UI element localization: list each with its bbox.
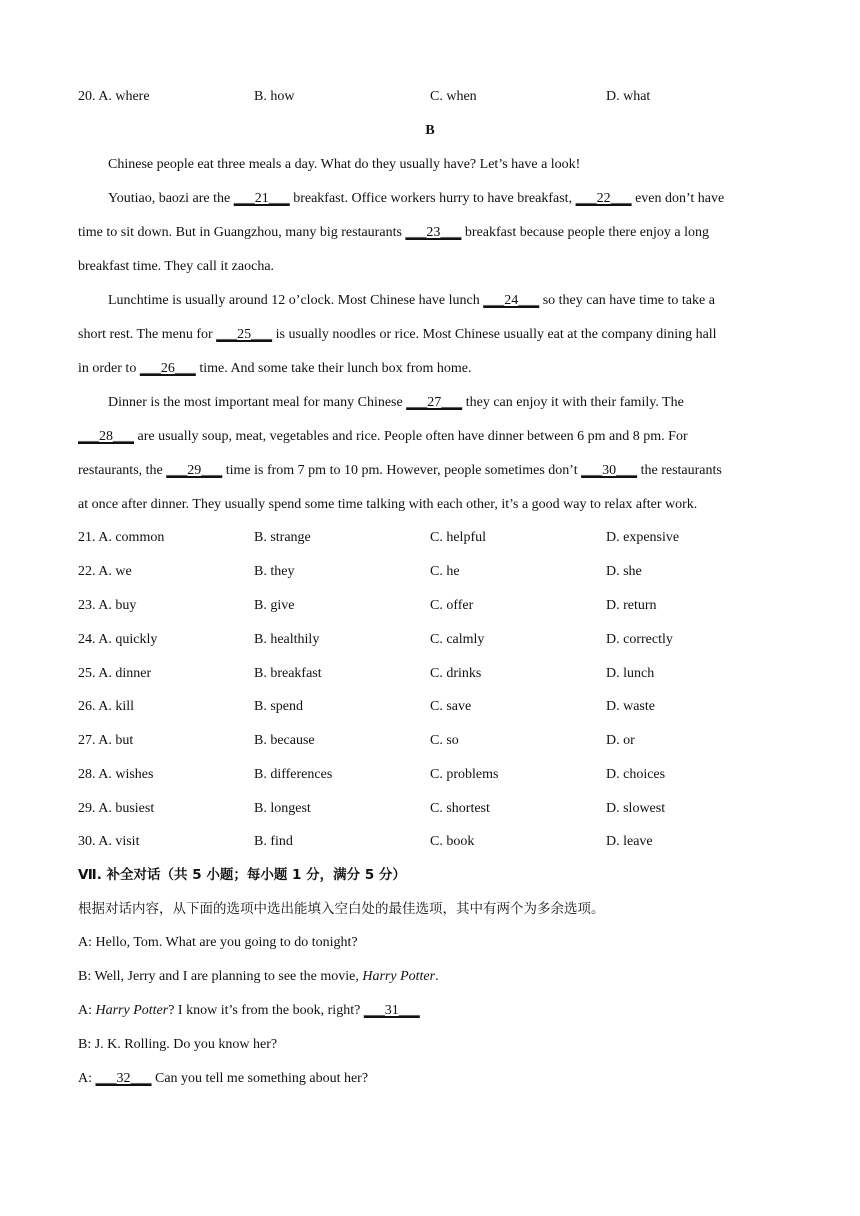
blank-22: ___22___ [575, 191, 632, 206]
passage-text: is usually noodles or rice. Most Chinese usually eat at the company dining hall [272, 327, 717, 342]
passage-text: they can enjoy it with their family. The [462, 395, 684, 410]
option-a: 24. A. quickly [78, 632, 158, 647]
passage-text: even don’t have [631, 191, 725, 206]
passage-paragraph-4-line-4: at once after dinner. They usually spend some time talking with each other, it’s a good way to relax after work. [78, 497, 698, 512]
option-a: 27. A. but [78, 733, 134, 748]
option-a: 20. A. where [78, 89, 150, 104]
passage-text: Lunchtime is usually around 12 o’clock. Most Chinese have lunch [108, 293, 484, 308]
option-b: B. breakfast [254, 666, 322, 681]
option-b: B. healthily [254, 632, 320, 647]
option-row-22 [78, 563, 778, 581]
option-c: C. book [430, 834, 475, 849]
option-row-26 [78, 698, 778, 716]
dialogue-text: A: [78, 1003, 96, 1018]
blank-23: ___23___ [405, 225, 462, 240]
option-row-23 [78, 597, 778, 615]
passage-text: Dinner is the most important meal for many Chinese [108, 395, 407, 410]
option-d: D. leave [606, 834, 653, 849]
passage-paragraph-3-line-1 [108, 292, 778, 310]
blank-32: ___32___ [95, 1071, 152, 1086]
dialogue-text: . [435, 969, 439, 984]
passage-text: are usually soup, meat, vegetables and rice. People often have dinner between 6 pm and 8 pm. For [134, 429, 688, 444]
option-a: 23. A. buy [78, 598, 137, 613]
option-row-30 [78, 833, 778, 851]
dialogue-line-1: A: Hello, Tom. What are you going to do tonight? [78, 935, 358, 950]
option-b: B. how [254, 89, 295, 104]
blank-28: ___28___ [78, 429, 134, 444]
dialogue-line-5 [78, 1070, 778, 1088]
blank-21: ___21___ [233, 191, 290, 206]
section-7-title: Ⅶ. 补全对话（共 5 小题；每小题 1 分，满分 5 分） [78, 867, 406, 883]
option-row-24 [78, 631, 778, 649]
option-d: D. waste [606, 699, 655, 714]
passage-text: breakfast. Office workers hurry to have breakfast, [289, 191, 576, 206]
option-a: 25. A. dinner [78, 666, 152, 681]
option-b: B. spend [254, 699, 303, 714]
section-b-heading: B [425, 123, 435, 138]
blank-31: ___31___ [363, 1003, 420, 1018]
passage-paragraph-3-line-3 [78, 360, 778, 378]
dialogue-line-3 [78, 1002, 778, 1020]
option-c: C. calmly [430, 632, 485, 647]
option-b: B. find [254, 834, 293, 849]
passage-paragraph-4-line-1 [108, 394, 778, 412]
passage-text: restaurants, the [78, 463, 167, 478]
passage-text: in order to [78, 361, 140, 376]
option-b: B. longest [254, 801, 311, 816]
option-d: D. she [606, 564, 642, 579]
option-a: 29. A. busiest [78, 801, 155, 816]
passage-text: so they can have time to take a [539, 293, 715, 308]
option-row-20 [78, 88, 778, 106]
passage-paragraph-3-line-2 [78, 326, 778, 344]
option-d: D. correctly [606, 632, 673, 647]
option-b: B. they [254, 564, 295, 579]
passage-text: breakfast because people there enjoy a long [461, 225, 710, 240]
option-c: C. so [430, 733, 459, 748]
option-b: B. strange [254, 530, 311, 545]
option-d: D. what [606, 89, 651, 104]
option-a: 21. A. common [78, 530, 165, 545]
passage-paragraph-2-line-2 [78, 224, 778, 242]
passage-text: time to sit down. But in Guangzhou, many big restaurants [78, 225, 406, 240]
blank-25: ___25___ [216, 327, 273, 342]
dialogue-text: ? I know it’s from the book, right? [168, 1003, 364, 1018]
option-c: C. drinks [430, 666, 482, 681]
option-a: 22. A. we [78, 564, 132, 579]
option-a: 28. A. wishes [78, 767, 154, 782]
section-7-instruction: 根据对话内容，从下面的选项中选出能填入空白处的最佳选项，其中有两个为多余选项。 [78, 901, 605, 917]
option-b: B. give [254, 598, 295, 613]
passage-paragraph-2-line-3: breakfast time. They call it zaocha. [78, 259, 275, 274]
dialogue-text: A: [78, 1071, 96, 1086]
passage-paragraph-4-line-2 [78, 428, 778, 446]
passage-text: time. And some take their lunch box from home. [195, 361, 472, 376]
option-c: C. shortest [430, 801, 490, 816]
option-c: C. he [430, 564, 460, 579]
option-d: D. or [606, 733, 635, 748]
movie-title: Harry Potter [95, 1003, 169, 1018]
blank-30: ___30___ [581, 463, 638, 478]
passage-paragraph-2-line-1 [108, 190, 778, 208]
option-row-25 [78, 665, 778, 683]
dialogue-text: Can you tell me something about her? [151, 1071, 369, 1086]
dialogue-text: B: Well, Jerry and I are planning to see the movie, [78, 969, 363, 984]
option-b: B. because [254, 733, 315, 748]
movie-title: Harry Potter [362, 969, 436, 984]
option-row-29 [78, 800, 778, 818]
passage-text: Youtiao, baozi are the [108, 191, 234, 206]
option-a: 30. A. visit [78, 834, 140, 849]
option-c: C. helpful [430, 530, 486, 545]
passage-text: the restaurants [637, 463, 722, 478]
option-d: D. slowest [606, 801, 666, 816]
passage-paragraph-1: Chinese people eat three meals a day. What do they usually have? Let’s have a look! [108, 157, 581, 172]
blank-26: ___26___ [139, 361, 196, 376]
blank-27: ___27___ [406, 395, 463, 410]
passage-text: time is from 7 pm to 10 pm. However, people sometimes don’t [222, 463, 582, 478]
passage-text: short rest. The menu for [78, 327, 217, 342]
option-d: D. return [606, 598, 657, 613]
option-row-21 [78, 529, 778, 547]
option-row-28 [78, 766, 778, 784]
passage-paragraph-4-line-3 [78, 462, 778, 480]
blank-24: ___24___ [483, 293, 540, 308]
blank-29: ___29___ [166, 463, 223, 478]
dialogue-line-4: B: J. K. Rolling. Do you know her? [78, 1037, 278, 1052]
option-d: D. lunch [606, 666, 655, 681]
option-row-27 [78, 732, 778, 750]
option-d: D. choices [606, 767, 666, 782]
option-b: B. differences [254, 767, 333, 782]
option-d: D. expensive [606, 530, 680, 545]
option-a: 26. A. kill [78, 699, 135, 714]
option-c: C. offer [430, 598, 474, 613]
option-c: C. problems [430, 767, 499, 782]
option-c: C. when [430, 89, 477, 104]
option-c: C. save [430, 699, 472, 714]
dialogue-line-2 [78, 968, 778, 986]
